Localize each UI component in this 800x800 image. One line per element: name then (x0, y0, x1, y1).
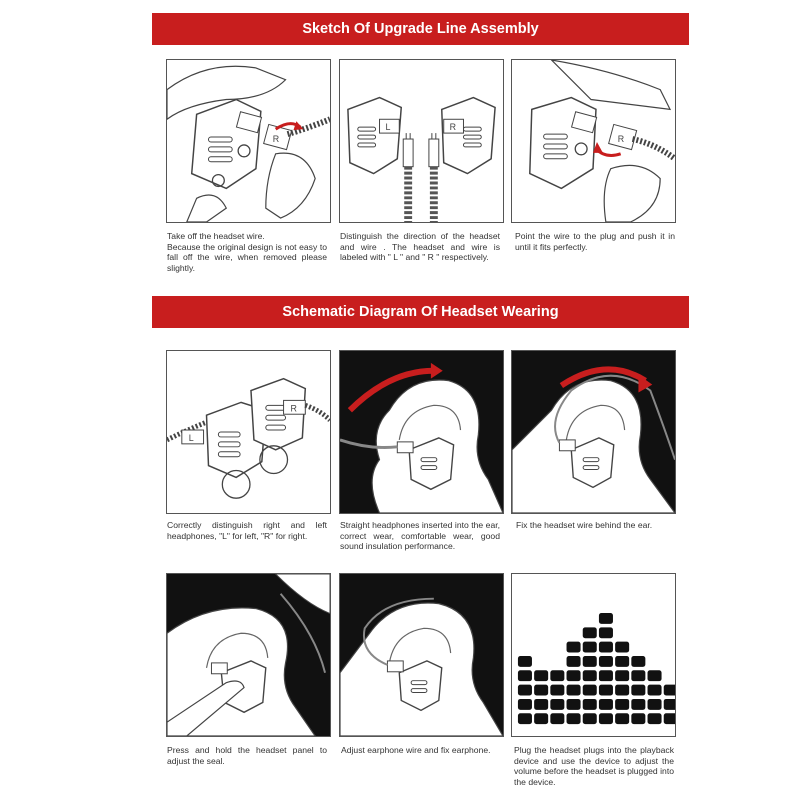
equalizer-block (567, 713, 581, 724)
equalizer-block (615, 699, 629, 710)
volume-equalizer-icon (512, 574, 675, 736)
equalizer-block (664, 685, 675, 696)
equalizer-block (583, 627, 597, 638)
equalizer-block (550, 699, 564, 710)
caption-distinguish-direction (340, 231, 500, 263)
caption-distinguish-left-right (167, 520, 327, 541)
caption-line: Adjust earphone wire and fix earphone. (341, 745, 491, 755)
equalizer-block (615, 642, 629, 653)
equalizer-block (567, 642, 581, 653)
section-title-wearing: Schematic Diagram Of Headset Wearing (282, 304, 559, 320)
panel-distinguish-left-right (166, 350, 331, 514)
panel-distinguish-direction (339, 59, 504, 223)
equalizer-block (631, 713, 645, 724)
equalizer-block (518, 670, 532, 681)
equalizer-block (534, 670, 548, 681)
equalizer-block (631, 699, 645, 710)
caption-take-off-wire (167, 231, 327, 273)
panel-insert-ear (339, 350, 504, 514)
caption-line: Fix the headset wire behind the ear. (516, 520, 653, 530)
equalizer-block (631, 656, 645, 667)
panel-press-panel (166, 573, 331, 737)
equalizer-block (583, 685, 597, 696)
equalizer-block (534, 699, 548, 710)
caption-insert-ear (340, 520, 500, 552)
equalizer-block (567, 699, 581, 710)
caption-line: Straight headphones inserted into the ear, correct wear, comfortable wear, good sound insulation performance. (340, 520, 500, 552)
equalizer-block (550, 670, 564, 681)
caption-insert-wire (515, 231, 675, 252)
caption-line: Because the original design is not easy to fall off the wire, when removed please slightly. (167, 241, 327, 273)
ear-wire-behind-icon (512, 351, 675, 513)
equalizer-block (599, 699, 613, 710)
panel-take-off-wire (166, 59, 331, 223)
panel-volume (511, 573, 676, 737)
equalizer-block (615, 685, 629, 696)
equalizer-block (648, 670, 662, 681)
equalizer-block (583, 642, 597, 653)
equalizer-block (599, 685, 613, 696)
equalizer-block (599, 713, 613, 724)
caption-press-panel (167, 745, 327, 766)
caption-line: Distinguish the direction of the headset and wire . The headset and wire is labeled with " L " and " R " respectively. (340, 231, 500, 263)
equalizer-block (567, 685, 581, 696)
equalizer-block (550, 685, 564, 696)
caption-wire-behind-ear (516, 520, 676, 531)
section-banner-wearing (152, 296, 689, 328)
equalizer-block (648, 685, 662, 696)
caption-line: Press and hold the headset panel to adjust the seal. (167, 745, 327, 766)
equalizer-block (534, 713, 548, 724)
ear-insert-icon (340, 351, 503, 513)
equalizer-block (550, 713, 564, 724)
caption-adjust-wire (341, 745, 501, 756)
equalizer-block (583, 713, 597, 724)
equalizer-block (664, 713, 675, 724)
equalizer-block (615, 713, 629, 724)
ear-adjust-wire-icon (340, 574, 503, 736)
panel-wire-behind-ear (511, 350, 676, 514)
earphone-pair-icon (167, 351, 330, 513)
caption-volume (514, 745, 674, 787)
caption-line: Point the wire to the plug and push it in until it fits perfectly. (515, 231, 675, 252)
panel-adjust-wire (339, 573, 504, 737)
hand-inserting-wire-icon (512, 60, 675, 222)
equalizer-block (599, 642, 613, 653)
caption-line: Take off the headset wire. (167, 231, 265, 241)
hand-pulling-wire-icon (167, 60, 330, 222)
panel-insert-wire (511, 59, 676, 223)
equalizer-block (664, 699, 675, 710)
svg-text:R: R (449, 122, 457, 133)
equalizer-block (599, 656, 613, 667)
svg-text:L: L (188, 432, 194, 443)
svg-text:R: R (617, 133, 625, 144)
section-title-assembly: Sketch Of Upgrade Line Assembly (302, 21, 539, 37)
equalizer-block (567, 656, 581, 667)
equalizer-block (518, 656, 532, 667)
equalizer-block (599, 670, 613, 681)
equalizer-block (631, 670, 645, 681)
equalizer-block (648, 699, 662, 710)
svg-text:R: R (290, 403, 297, 414)
equalizer-block (518, 713, 532, 724)
caption-line: Correctly distinguish right and left headphones, "L" for left, "R" for right. (167, 520, 327, 541)
equalizer-block (648, 713, 662, 724)
equalizer-block (599, 613, 613, 624)
equalizer-block (615, 670, 629, 681)
equalizer-block (567, 670, 581, 681)
equalizer-block (583, 670, 597, 681)
equalizer-block (599, 627, 613, 638)
finger-press-ear-icon (167, 574, 330, 736)
svg-text:L: L (385, 122, 391, 133)
equalizer-block (518, 685, 532, 696)
equalizer-block (518, 699, 532, 710)
caption-line: Plug the headset plugs into the playback device and use the device to adjust the volume before the headset is plugged into the device. (514, 745, 674, 787)
equalizer-block (615, 656, 629, 667)
left-right-earphones-icon (340, 60, 503, 222)
svg-text:R: R (272, 133, 280, 144)
equalizer-block (631, 685, 645, 696)
equalizer-block (583, 699, 597, 710)
section-banner-assembly (152, 13, 689, 45)
equalizer-block (534, 685, 548, 696)
equalizer-block (583, 656, 597, 667)
